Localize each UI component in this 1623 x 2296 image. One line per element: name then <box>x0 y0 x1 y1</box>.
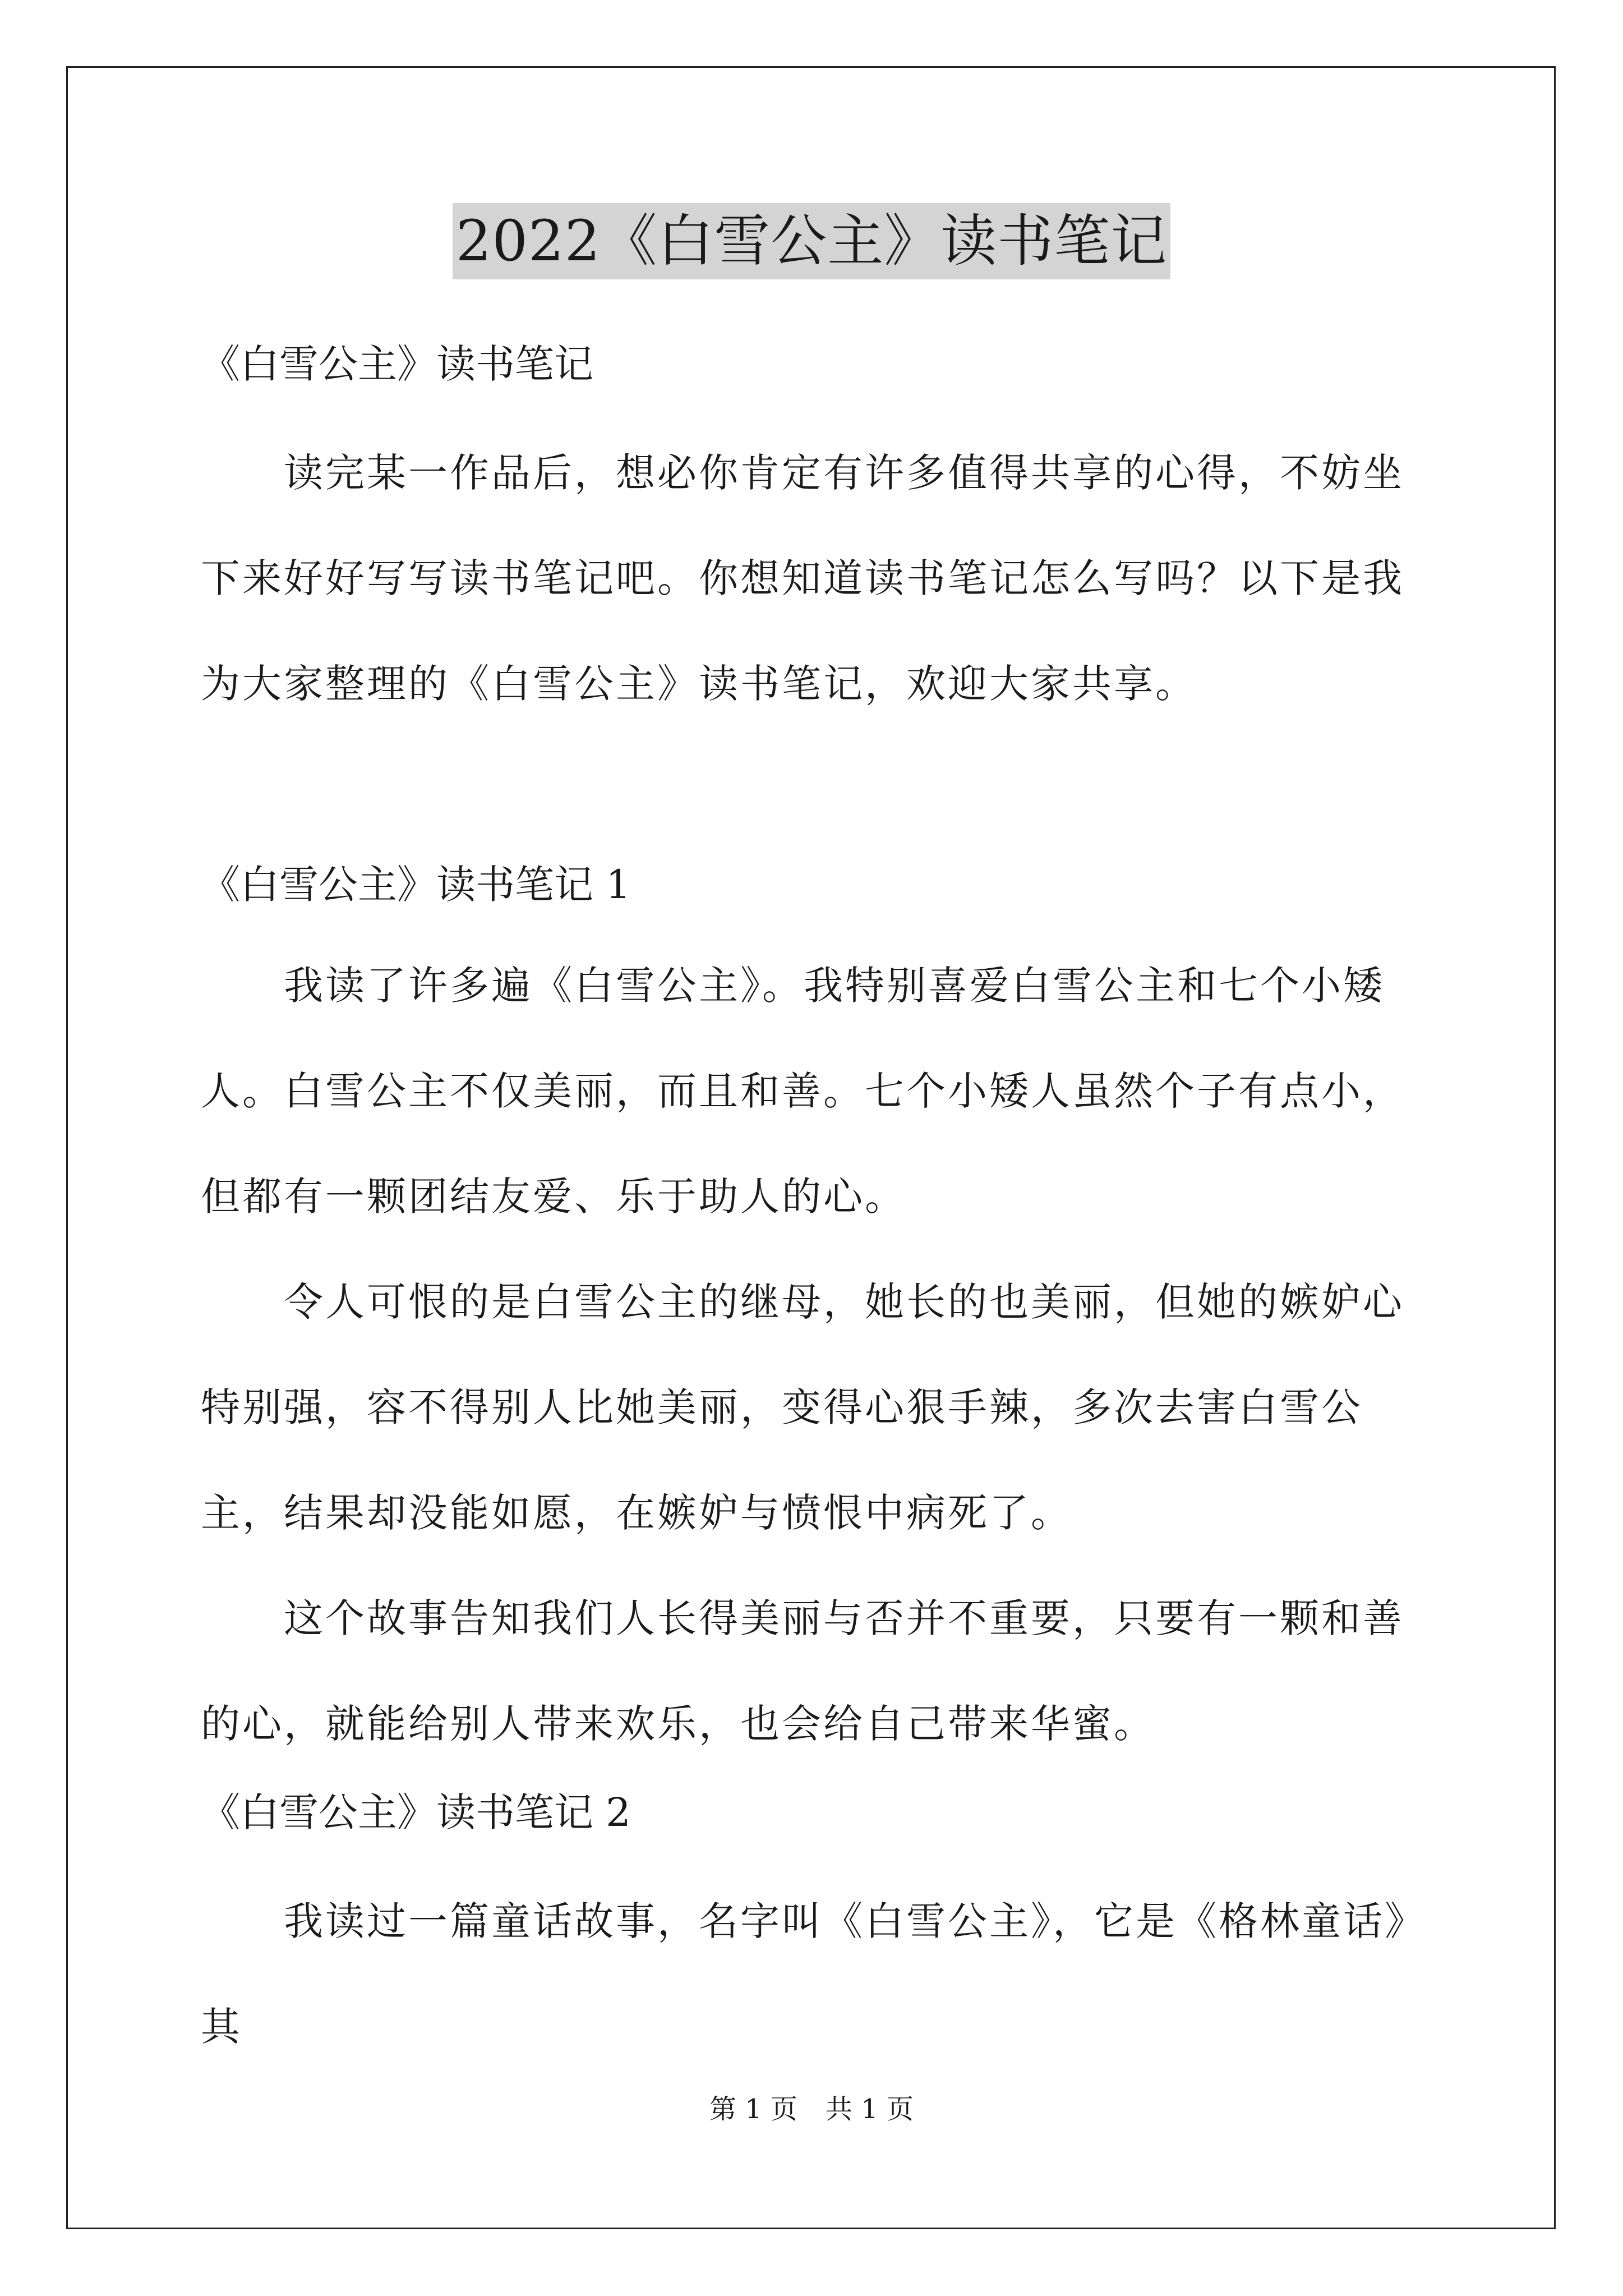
paragraph: 读完某一作品后，想必你肯定有许多值得共享的心得，不妨坐下来好好写写读书笔记吧。你想知道读书笔记怎么写吗？以下是我为大家整理的《白雪公主》读书笔记，欢迎大家共享。 <box>201 450 1404 707</box>
document-body <box>201 328 1435 2079</box>
document-title: 2022《白雪公主》读书笔记 <box>453 203 1171 279</box>
title-container <box>0 203 1623 279</box>
paragraph: 这个故事告知我们人长得美丽与否并不重要，只要有一颗和善的心，就能给别人带来欢乐，也会给自己带来华蜜。 <box>201 1595 1404 1747</box>
paragraph: 我读了许多遍《白雪公主》。我特别喜爱白雪公主和七个小矮人。白雪公主不仅美丽，而且和善。七个小矮人虽然个子有点小，但都有一颗团结友爱、乐于助人的心。 <box>201 963 1404 1220</box>
section-heading: 《白雪公主》读书笔记 2 <box>201 1789 631 1835</box>
section-heading: 《白雪公主》读书笔记 <box>201 341 593 387</box>
paragraph: 我读过一篇童话故事，名字叫《白雪公主》，它是《格林童话》其 <box>201 1898 1426 2050</box>
section-heading: 《白雪公主》读书笔记 1 <box>201 862 631 908</box>
page-number: 第 1 页 <box>709 2093 797 2125</box>
paragraph: 令人可恨的是白雪公主的继母，她长的也美丽，但她的嫉妒心特别强，容不得别人比她美丽，变得心狠手辣，多次去害白雪公主，结果却没能如愿，在嫉妒与愤恨中病死了。 <box>201 1279 1404 1536</box>
page-total: 共 1 页 <box>826 2093 914 2125</box>
page-footer <box>0 2092 1623 2126</box>
